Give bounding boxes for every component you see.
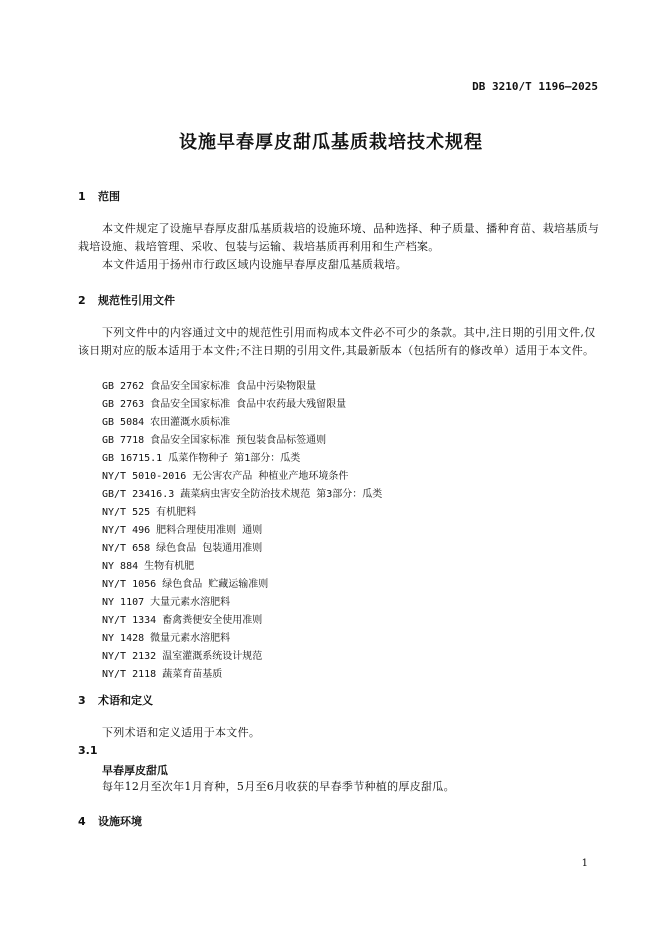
reference-item: GB/T 23416.3 蔬菜病虫害安全防治技术规范 第3部分：瓜类 <box>102 489 383 500</box>
section-1-paragraph-2: 本文件适用于扬州市行政区域内设施早春厚皮甜瓜基质栽培。 <box>102 258 408 271</box>
reference-item: NY/T 5010-2016 无公害农产品 种植业产地环境条件 <box>102 471 349 482</box>
section-1-title: 范围 <box>98 190 120 203</box>
section-1-number: 1 <box>78 190 86 203</box>
reference-item: NY/T 496 肥料合理使用准则 通则 <box>102 525 263 536</box>
reference-list <box>102 378 382 684</box>
page-number: 1 <box>581 858 588 869</box>
section-3-heading <box>78 692 153 708</box>
section-2-paragraph-1: 下列文件中的内容通过文中的规范性引用而构成本文件必不可少的条款。其中,注日期的引用文件,仅该日期对应的版本适用于本文件;不注日期的引用文件,其最新版本（包括所有的修改单）适用于本文件。 <box>78 326 596 357</box>
page-title: 设施早春厚皮甜瓜基质栽培技术规程 <box>179 132 483 153</box>
reference-item: NY/T 658 绿色食品 包装通用准则 <box>102 543 263 554</box>
section-4-number: 4 <box>78 815 86 828</box>
section-1-paragraph-1: 本文件规定了设施早春厚皮甜瓜基质栽培的设施环境、品种选择、种子质量、播种育苗、栽培基质与栽培设施、栽培管理、采收、包装与运输、栽培基质再利用和生产档案。 <box>78 222 600 253</box>
section-4-title: 设施环境 <box>98 815 142 828</box>
term-title: 早春厚皮甜瓜 <box>102 764 168 777</box>
reference-item: GB 2762 食品安全国家标准 食品中污染物限量 <box>102 381 317 392</box>
reference-item: GB 7718 食品安全国家标准 预包装食品标签通则 <box>102 435 327 446</box>
section-3-title: 术语和定义 <box>98 694 153 707</box>
document-id: DB 3210/T 1196—2025 <box>472 80 598 93</box>
reference-item: NY 1428 微量元素水溶肥料 <box>102 633 231 644</box>
section-4-heading <box>78 813 142 829</box>
reference-item: GB 2763 食品安全国家标准 食品中农药最大残留限量 <box>102 399 347 410</box>
reference-item: NY/T 2118 蔬菜育苗基质 <box>102 669 223 680</box>
term-definition: 每年12月至次年1月育种，5月至6月收获的早春季节种植的厚皮甜瓜。 <box>102 780 455 793</box>
section-3-paragraph-1: 下列术语和定义适用于本文件。 <box>102 726 261 739</box>
reference-item: NY/T 525 有机肥料 <box>102 507 197 518</box>
section-1-heading <box>78 188 120 204</box>
reference-item: GB 16715.1 瓜菜作物种子 第1部分：瓜类 <box>102 453 301 464</box>
section-3-number: 3 <box>78 694 86 707</box>
reference-item: NY 1107 大量元素水溶肥料 <box>102 597 231 608</box>
section-2-heading <box>78 292 175 308</box>
reference-item: GB 5084 农田灌溉水质标准 <box>102 417 231 428</box>
subsection-3-1-number: 3.1 <box>78 744 98 757</box>
section-2-title: 规范性引用文件 <box>98 294 175 307</box>
reference-item: NY 884 生物有机肥 <box>102 561 195 572</box>
reference-item: NY/T 1056 绿色食品 贮藏运输准则 <box>102 579 269 590</box>
reference-item: NY/T 1334 畜禽粪便安全使用准则 <box>102 615 263 626</box>
section-2-number: 2 <box>78 294 86 307</box>
reference-item: NY/T 2132 温室灌溉系统设计规范 <box>102 651 263 662</box>
